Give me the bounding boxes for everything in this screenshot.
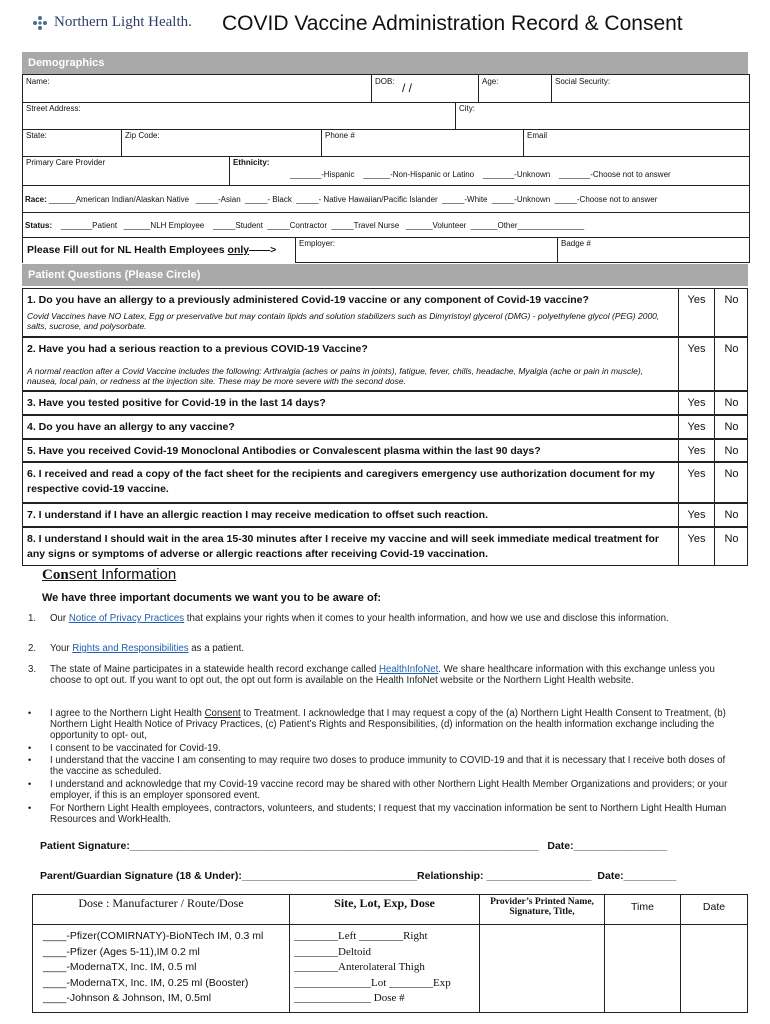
- age-field[interactable]: Age:: [478, 75, 551, 102]
- question-row: [22, 391, 748, 415]
- dose-option[interactable]: ____-Pfizer (Ages 5-11),IM 0.2 ml: [43, 945, 200, 958]
- question-text: 3. Have you tested positive for Covid-19 in the last 14 days?: [27, 397, 326, 409]
- logo-text: Northern Light Health.: [54, 14, 192, 30]
- question-text: 6. I received and read a copy of the fact sheet for the recipients and caregivers emergency use authorization document for my respective covid-19 vaccine.: [27, 468, 655, 495]
- time-header: Time: [605, 895, 681, 925]
- site-line[interactable]: ______________Lot ________Exp: [294, 976, 451, 989]
- no-option[interactable]: No: [714, 289, 748, 336]
- dose-option[interactable]: ____-ModernaTX, Inc. IM, 0.5 ml: [43, 961, 197, 973]
- consent-heading: Consent Information: [42, 566, 177, 583]
- no-option[interactable]: No: [714, 392, 748, 414]
- yes-option[interactable]: Yes: [678, 392, 714, 414]
- ethnicity-options[interactable]: _______-Hispanic ______-Non-Hispanic or Latino _______-Unknown _______-Choose not to answer: [290, 170, 671, 179]
- email-field[interactable]: Email: [523, 129, 749, 156]
- privacy-practices-link[interactable]: Notice of Privacy Practices: [68, 613, 185, 624]
- no-option[interactable]: No: [714, 338, 748, 390]
- dose-option[interactable]: ____-Johnson & Johnson, IM, 0.5ml: [43, 992, 212, 1004]
- dose-option[interactable]: ____-ModernaTX, Inc. IM, 0.25 ml (Booster): [43, 976, 249, 989]
- dose-table: [32, 894, 748, 1013]
- no-option[interactable]: No: [714, 504, 748, 526]
- no-option[interactable]: No: [714, 440, 748, 461]
- question-row: [22, 288, 748, 337]
- yes-option[interactable]: Yes: [678, 416, 714, 438]
- consent-bullet-2: I consent to be vaccinated for Covid-19.: [50, 743, 221, 754]
- yes-option[interactable]: Yes: [678, 528, 714, 565]
- dose-header: Dose : Manufacturer / Route/Dose: [33, 895, 290, 925]
- site-line[interactable]: ______________ Dose #: [294, 992, 405, 1004]
- time-cell[interactable]: [605, 925, 681, 1013]
- race-row[interactable]: Race: ______American Indian/Alaskan Native _____-Asian _____- Black _____- Native Hawaiian/Pacific Islander _____-White _____-Unknown _____-Choose not to answer: [25, 195, 658, 204]
- consent-bullet-1: I agree to the Northern Light Health Consent to Treatment. I acknowledge that I may request a copy of the (a) Northern Light Health Consent to Treatment, (b) Northern Light Health Notice of Privacy Practices, (c) Patient’s Rights and Responsibilities, (d) information on the health information exchange including the opportunity to opt- out,: [50, 708, 726, 741]
- guardian-signature-line[interactable]: Parent/Guardian Signature (18 & Under):______________________________Relationship: __________________ Date:_________: [40, 870, 677, 882]
- logo-icon: [32, 15, 48, 31]
- consent-bullet-4: I understand and acknowledge that my Covid-19 vaccine record may be shared with other Northern Light Health Member Organizations and providers; or your employer, if this is an employer sponsored event.: [50, 779, 728, 801]
- question-row: [22, 503, 748, 527]
- question-row: [22, 337, 748, 391]
- number-3: 3.: [28, 664, 37, 675]
- street-address-field[interactable]: Street Address:: [26, 104, 81, 113]
- employer-field[interactable]: Employer:: [295, 237, 557, 263]
- site-line[interactable]: ________Left ________Right: [294, 930, 428, 942]
- site-header: Site, Lot, Exp, Dose: [290, 895, 480, 925]
- consent-bullet-5: For Northern Light Health employees, contractors, volunteers, and students; I request that my vaccination information be sent to Northern Light Health Human Resources and WorkHealth.: [50, 803, 727, 825]
- provider-header: Provider’s Printed Name, Signature, Title,: [480, 895, 605, 925]
- no-option[interactable]: No: [714, 416, 748, 438]
- question-text: 5. Have you received Covid-19 Monoclonal Antibodies or Convalescent plasma within the last 90 days?: [27, 445, 541, 457]
- page-title: COVID Vaccine Administration Record & Consent: [222, 12, 683, 35]
- site-line[interactable]: ________Deltoid: [294, 945, 371, 958]
- question-text: 1. Do you have an allergy to a previously administered Covid-19 vaccine or any component of Covid-19 vaccine?: [27, 294, 589, 306]
- demographics-band: Demographics: [22, 52, 748, 74]
- bullet-icon: •: [28, 803, 32, 813]
- no-option[interactable]: No: [714, 463, 748, 502]
- question-row: [22, 415, 748, 439]
- demographics-grid: [22, 74, 750, 263]
- name-field[interactable]: Name:: [26, 77, 50, 86]
- consent-item-2: Your Rights and Responsibilities as a patient.: [50, 643, 245, 654]
- status-row[interactable]: Status: _______Patient ______NLH Employee _____Student _____Contractor _____Travel Nurse ______Volunteer ______Other_______________: [25, 221, 585, 230]
- provider-cell[interactable]: [480, 925, 605, 1013]
- no-option[interactable]: No: [714, 528, 748, 565]
- site-fields[interactable]: [290, 925, 480, 1013]
- badge-field[interactable]: Badge #: [557, 237, 749, 263]
- dob-field[interactable]: DOB: / /: [371, 75, 478, 102]
- question-text: 2. Have you had a serious reaction to a previous COVID-19 Vaccine?: [27, 343, 368, 355]
- consent-item-1: Our Notice of Privacy Practices that explains your rights when it comes to your health information, and how we use and disclose this information.: [50, 613, 669, 624]
- question-note: Covid Vaccines have NO Latex, Egg or preservative but may contain lipids and solution stabilizers such as Dimyristoyl glycerol (DMG) - polyethylene glycol (PEG) 2000, salts, sucrose, and polysorbate.: [27, 311, 660, 331]
- patient-signature-line[interactable]: Patient Signature:______________________________________________________________________ Date:________________: [40, 840, 668, 852]
- state-field[interactable]: State:: [26, 131, 47, 140]
- question-text: 7. I understand if I have an allergic reaction I may receive medication to offset such reaction.: [27, 509, 488, 521]
- consent-intro: We have three important documents we want you to be aware of:: [42, 592, 382, 604]
- yes-option[interactable]: Yes: [678, 504, 714, 526]
- yes-option[interactable]: Yes: [678, 289, 714, 336]
- healthinfonet-link-text[interactable]: HealthInfoNet: [379, 664, 439, 675]
- patient-questions-band: Patient Questions (Please Circle): [22, 264, 748, 286]
- ethnicity-field: Ethnicity: _______-Hispanic ______-Non-Hispanic or Latino _______-Unknown _______-Choose not to answer: [229, 156, 749, 185]
- rights-responsibilities-link[interactable]: Rights and Responsibilities: [72, 643, 189, 654]
- number-2: 2.: [28, 643, 37, 654]
- question-text: 4. Do you have an allergy to any vaccine?: [27, 421, 235, 433]
- ssn-field[interactable]: Social Security:: [551, 75, 749, 102]
- dose-option[interactable]: ____-Pfizer(COMIRNATY)-BioNTech IM, 0.3 ml: [43, 930, 264, 942]
- number-1: 1.: [28, 613, 37, 624]
- question-row: [22, 462, 748, 503]
- bullet-icon: •: [28, 743, 32, 753]
- site-line[interactable]: ________Anterolateral Thigh: [294, 961, 425, 973]
- dose-options[interactable]: [33, 925, 290, 1013]
- city-field[interactable]: City:: [455, 102, 749, 129]
- question-row: [22, 527, 748, 566]
- zip-field[interactable]: Zip Code:: [121, 129, 321, 156]
- consent-item-3: The state of Maine participates in a statewide health record exchange called HealthInfoNet. We share healthcare information with this exchange unless you choose to opt out. If you want to opt out, the opt out form is available on the Health InfoNet website or the Northern Light Health website.: [50, 664, 715, 686]
- bullet-icon: •: [28, 755, 32, 765]
- nl-employee-prompt: Please Fill out for NL Health Employees only——>: [27, 244, 277, 256]
- yes-option[interactable]: Yes: [678, 440, 714, 461]
- logo: [32, 14, 192, 31]
- bullet-icon: •: [28, 779, 32, 789]
- yes-option[interactable]: Yes: [678, 338, 714, 390]
- consent-bullet-3: I understand that the vaccine I am consenting to may require two doses to produce immunity to COVID-19 and that it is necessary that I receive both doses of the vaccine as scheduled.: [50, 755, 726, 777]
- yes-option[interactable]: Yes: [678, 463, 714, 502]
- date-cell[interactable]: [681, 925, 748, 1013]
- date-header: Date: [681, 895, 748, 925]
- dob-slashes: / /: [402, 81, 413, 95]
- pcp-field[interactable]: Primary Care Provider: [26, 158, 106, 167]
- question-row: [22, 439, 748, 462]
- question-note: A normal reaction after a Covid Vaccine includes the following: Arthralgia (aches or pains in joints), fatigue, fever, chills, headache, Myalgia (ache or pain in muscle), nausea, local pain, or redness at the injection site. These may be more severe with the second dose.: [27, 366, 644, 386]
- question-text: 8. I understand I should wait in the area 15-30 minutes after I receive my vaccine and will seek immediate medical treatment for any signs or symptoms of adverse or allergic reactions after receiving Covid-19 vaccination.: [27, 533, 659, 560]
- bullet-icon: •: [28, 708, 32, 718]
- phone-field[interactable]: Phone #: [321, 129, 523, 156]
